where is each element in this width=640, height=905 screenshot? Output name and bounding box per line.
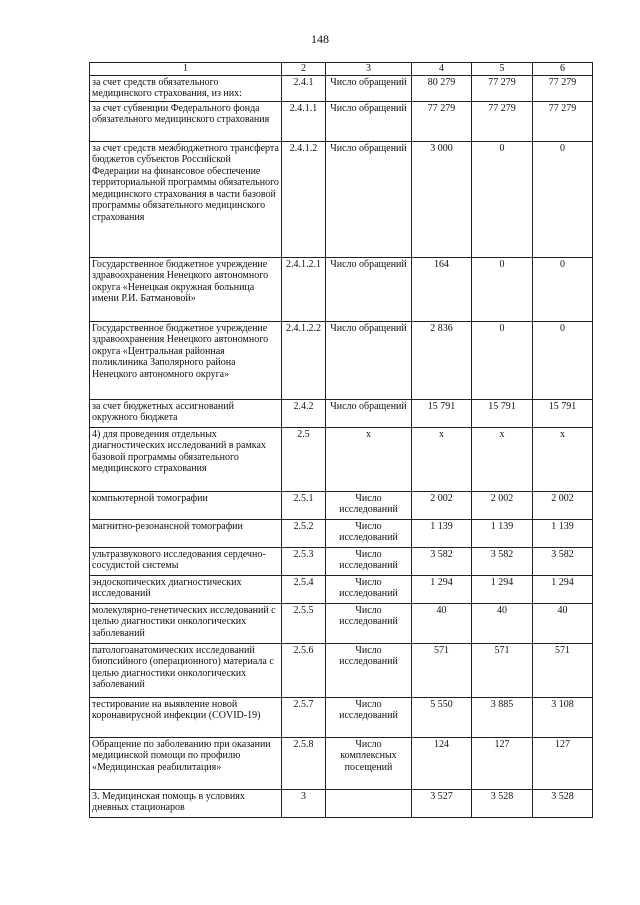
value-year-2: 15 791 <box>472 399 533 427</box>
value-year-1: 3 582 <box>412 547 472 575</box>
value-year-2: 3 528 <box>472 789 533 817</box>
value-year-1: 164 <box>412 257 472 321</box>
value-year-3: 3 108 <box>533 697 593 737</box>
indicator-name: молекулярно-генетических исследований с целью диагностики онкологических заболеваний <box>90 603 282 643</box>
table-row <box>90 737 593 789</box>
table-row <box>90 519 593 547</box>
table-row <box>90 603 593 643</box>
unit: Число комплексных посещений <box>326 737 412 789</box>
unit: Число обращений <box>326 321 412 399</box>
value-year-1: 1 294 <box>412 575 472 603</box>
value-year-2: 0 <box>472 141 533 257</box>
header-cell: 6 <box>533 63 593 76</box>
unit: Число обращений <box>326 399 412 427</box>
indicator-name: тестирование на выявление новой коронавирусной инфекции (COVID-19) <box>90 697 282 737</box>
value-year-3: 2 002 <box>533 491 593 519</box>
header-cell: 3 <box>326 63 412 76</box>
value-year-1: 3 527 <box>412 789 472 817</box>
row-code: 2.4.1.2 <box>282 141 326 257</box>
indicator-name: Обращение по заболеванию при оказании медицинской помощи по профилю «Медицинская реабилитация» <box>90 737 282 789</box>
table-row <box>90 321 593 399</box>
header-cell: 1 <box>90 63 282 76</box>
value-year-3: 0 <box>533 141 593 257</box>
row-code: 2.5.4 <box>282 575 326 603</box>
unit: Число обращений <box>326 75 412 101</box>
indicator-name: эндоскопических диагностических исследований <box>90 575 282 603</box>
row-code: 2.4.1.2.2 <box>282 321 326 399</box>
indicator-name: Государственное бюджетное учреждение здравоохранения Ненецкого автономного округа «Ненецкая окружная больница имени Р.И. Батмановой» <box>90 257 282 321</box>
table-row <box>90 257 593 321</box>
value-year-2: 1 294 <box>472 575 533 603</box>
value-year-1: 40 <box>412 603 472 643</box>
value-year-3: 0 <box>533 321 593 399</box>
unit <box>326 789 412 817</box>
value-year-2: 0 <box>472 257 533 321</box>
value-year-1: 2 836 <box>412 321 472 399</box>
header-row <box>90 63 593 76</box>
value-year-3: 3 582 <box>533 547 593 575</box>
table-row <box>90 101 593 141</box>
unit: Число исследований <box>326 643 412 697</box>
unit: Число исследований <box>326 547 412 575</box>
value-year-2: 77 279 <box>472 101 533 141</box>
table-row <box>90 491 593 519</box>
row-code: 2.5.5 <box>282 603 326 643</box>
data-table <box>89 62 593 818</box>
value-year-2: 2 002 <box>472 491 533 519</box>
row-code: 2.5.8 <box>282 737 326 789</box>
indicator-name: за счет средств обязательного медицинского страхования, из них: <box>90 75 282 101</box>
indicator-name: компьютерной томографии <box>90 491 282 519</box>
row-code: 2.4.1.1 <box>282 101 326 141</box>
value-year-2: х <box>472 427 533 491</box>
table-row <box>90 547 593 575</box>
row-code: 2.5.3 <box>282 547 326 575</box>
table-row <box>90 575 593 603</box>
value-year-3: 571 <box>533 643 593 697</box>
value-year-3: 15 791 <box>533 399 593 427</box>
unit: Число исследований <box>326 697 412 737</box>
value-year-3: 77 279 <box>533 101 593 141</box>
table-row <box>90 427 593 491</box>
value-year-3: 1 294 <box>533 575 593 603</box>
row-code: 2.4.1 <box>282 75 326 101</box>
value-year-2: 571 <box>472 643 533 697</box>
page-number: 148 <box>311 32 329 46</box>
indicator-name: ультразвукового исследования сердечно-сосудистой системы <box>90 547 282 575</box>
indicator-name: магнитно-резонансной томографии <box>90 519 282 547</box>
row-code: 2.5 <box>282 427 326 491</box>
unit: Число исследований <box>326 575 412 603</box>
value-year-2: 3 885 <box>472 697 533 737</box>
indicator-name: патологоанатомических исследований биопсийного (операционного) материала с целью диагностики онкологических заболеваний <box>90 643 282 697</box>
value-year-3: х <box>533 427 593 491</box>
value-year-1: 5 550 <box>412 697 472 737</box>
unit: Число исследований <box>326 603 412 643</box>
row-code: 2.5.6 <box>282 643 326 697</box>
unit: Число исследований <box>326 519 412 547</box>
value-year-1: 2 002 <box>412 491 472 519</box>
value-year-2: 3 582 <box>472 547 533 575</box>
table-row <box>90 399 593 427</box>
unit: Число исследований <box>326 491 412 519</box>
indicator-name: за счет бюджетных ассигнований окружного бюджета <box>90 399 282 427</box>
row-code: 2.5.1 <box>282 491 326 519</box>
indicator-name: 4) для проведения отдельных диагностических исследований в рамках базовой программы обязательного медицинского страхования <box>90 427 282 491</box>
value-year-1: 571 <box>412 643 472 697</box>
value-year-1: х <box>412 427 472 491</box>
row-code: 3 <box>282 789 326 817</box>
value-year-3: 3 528 <box>533 789 593 817</box>
indicator-name: за счет субвенции Федерального фонда обязательного медицинского страхования <box>90 101 282 141</box>
value-year-2: 127 <box>472 737 533 789</box>
header-cell: 2 <box>282 63 326 76</box>
unit: Число обращений <box>326 141 412 257</box>
value-year-3: 1 139 <box>533 519 593 547</box>
value-year-3: 0 <box>533 257 593 321</box>
row-code: 2.5.2 <box>282 519 326 547</box>
indicator-name: Государственное бюджетное учреждение здравоохранения Ненецкого автономного округа «Центральная районная поликлиника Заполярного района Ненецкого автономного округа» <box>90 321 282 399</box>
table-row <box>90 697 593 737</box>
header-cell: 5 <box>472 63 533 76</box>
unit: Число обращений <box>326 101 412 141</box>
value-year-3: 77 279 <box>533 75 593 101</box>
table-row <box>90 789 593 817</box>
indicator-name: 3. Медицинская помощь в условиях дневных стационаров <box>90 789 282 817</box>
unit: х <box>326 427 412 491</box>
header-cell: 4 <box>412 63 472 76</box>
table-row <box>90 75 593 101</box>
value-year-2: 1 139 <box>472 519 533 547</box>
value-year-1: 1 139 <box>412 519 472 547</box>
row-code: 2.4.1.2.1 <box>282 257 326 321</box>
table-row <box>90 141 593 257</box>
row-code: 2.4.2 <box>282 399 326 427</box>
value-year-1: 80 279 <box>412 75 472 101</box>
value-year-3: 127 <box>533 737 593 789</box>
value-year-2: 77 279 <box>472 75 533 101</box>
indicator-name: за счет средств межбюджетного трансферта бюджетов субъектов Российской Федерации на финансовое обеспечение территориальной программы обязательного медицинского страхования в части базовой программы обязательного медицинского страхования <box>90 141 282 257</box>
row-code: 2.5.7 <box>282 697 326 737</box>
value-year-1: 77 279 <box>412 101 472 141</box>
unit: Число обращений <box>326 257 412 321</box>
value-year-3: 40 <box>533 603 593 643</box>
table-row <box>90 643 593 697</box>
value-year-1: 3 000 <box>412 141 472 257</box>
value-year-1: 124 <box>412 737 472 789</box>
value-year-2: 40 <box>472 603 533 643</box>
value-year-1: 15 791 <box>412 399 472 427</box>
value-year-2: 0 <box>472 321 533 399</box>
